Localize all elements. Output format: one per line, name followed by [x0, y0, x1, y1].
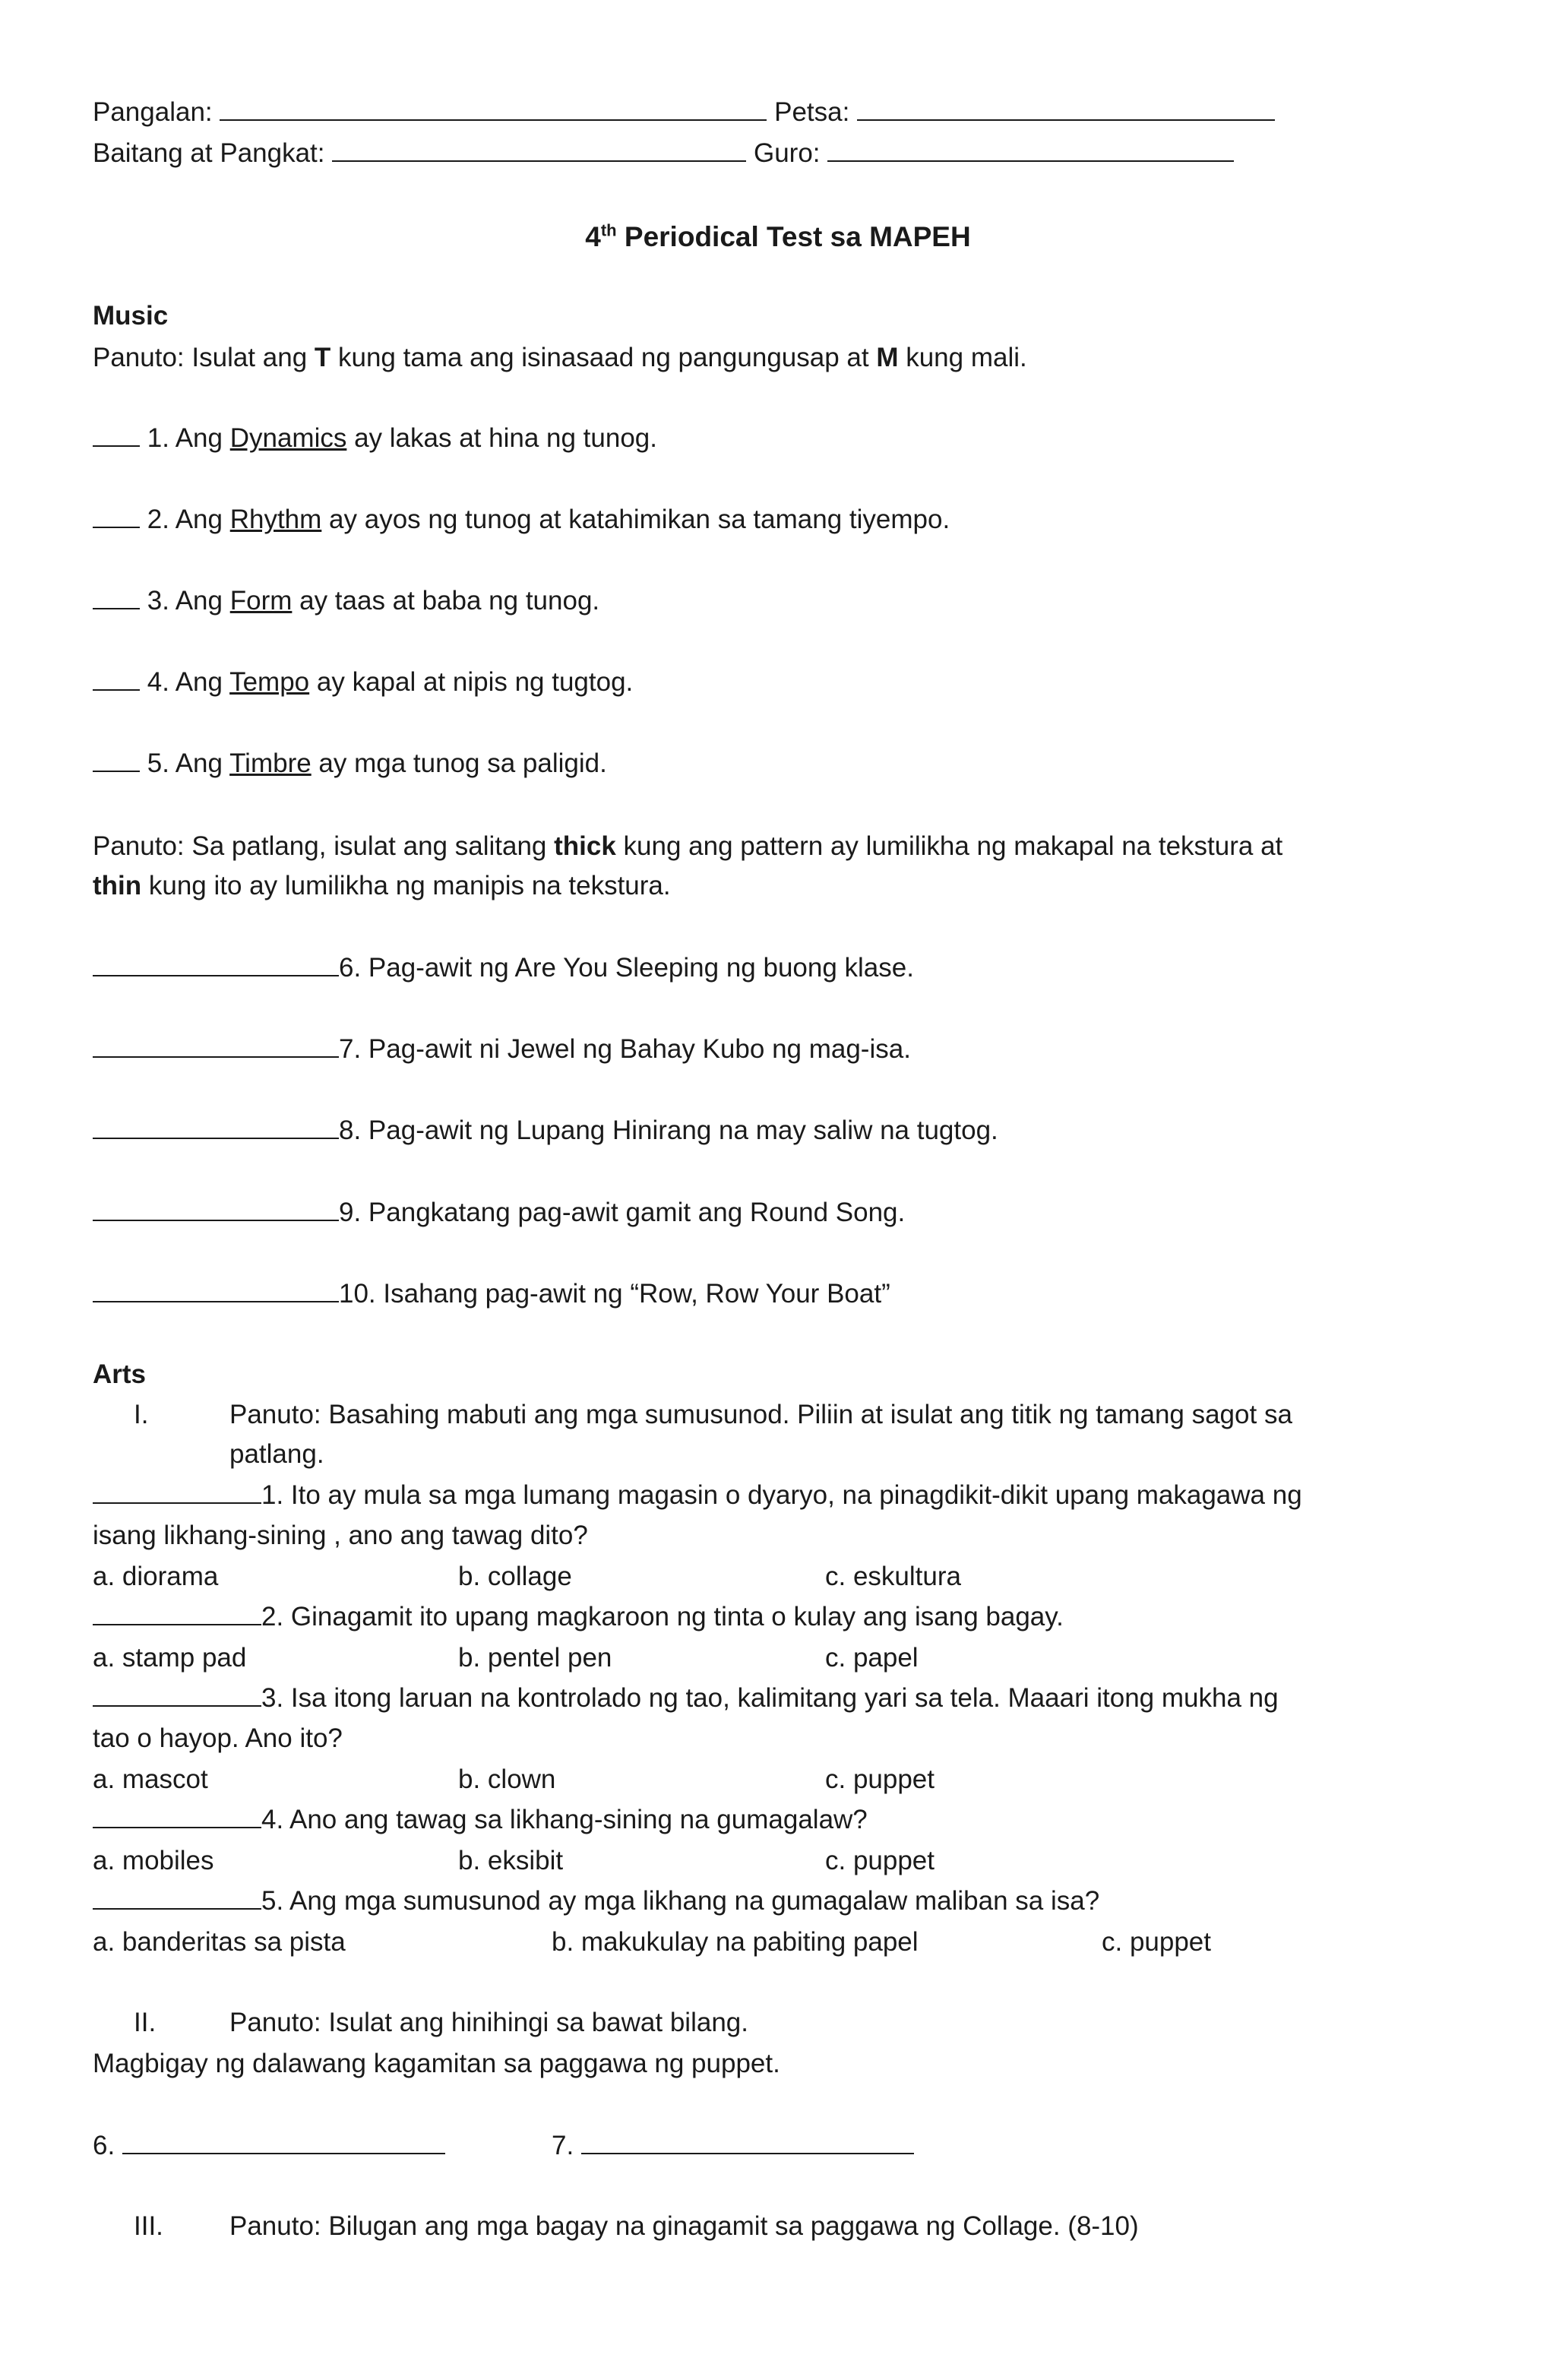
- page-title: 4th Periodical Test sa MAPEH: [585, 220, 971, 252]
- q4-option-b: b. eksibit: [458, 1846, 564, 1875]
- q5-option-b: b. makukulay na pabiting papel: [552, 1927, 919, 1957]
- date-blank[interactable]: [857, 97, 1275, 121]
- answer-blank[interactable]: [93, 1197, 339, 1221]
- texture-item-8: 8. Pag-awit ng Lupang Hinirang na may saliw na tugtog.: [93, 1112, 998, 1149]
- answer-blank[interactable]: [93, 423, 140, 447]
- arts-q1-cont: isang likhang-sining , ano ang tawag dito?: [93, 1521, 588, 1550]
- answer-blank[interactable]: [93, 952, 339, 976]
- arts-q5: 5. Ang mga sumusunod ay mga likhang na gumagalaw maliban sa isa?: [93, 1883, 1099, 1920]
- music-instruction-2: Panuto: Sa patlang, isulat ang salitang thick kung ang pattern ay lumilikha ng makapal na tekstura at: [93, 831, 1283, 861]
- answer-blank[interactable]: [93, 1115, 339, 1139]
- q5-option-a: a. banderitas sa pista: [93, 1927, 346, 1957]
- music-item-4: 4. Ang Tempo ay kapal at nipis ng tugtog.: [93, 664, 633, 701]
- arts-heading: Arts: [93, 1359, 147, 1389]
- music-item-2: 2. Ang Rhythm ay ayos ng tunog at katahimikan sa tamang tiyempo.: [93, 502, 950, 538]
- q3-option-b: b. clown: [458, 1764, 556, 1794]
- part-2-numeral: II.: [134, 2008, 157, 2037]
- music-heading: Music: [93, 301, 169, 331]
- q2-option-c: c. papel: [825, 1643, 919, 1673]
- name-blank[interactable]: [220, 97, 767, 121]
- part-1-instruction-cont: patlang.: [229, 1439, 324, 1469]
- q2-option-b: b. pentel pen: [458, 1643, 612, 1673]
- part-2-prompt: Magbigay ng dalawang kagamitan sa paggawa ng puppet.: [93, 2049, 780, 2078]
- teacher-label: Guro:: [753, 138, 821, 168]
- teacher-blank[interactable]: [827, 138, 1234, 162]
- part-2-instruction: Panuto: Isulat ang hinihingi sa bawat bilang.: [229, 2008, 748, 2037]
- arts-q2: 2. Ginagamit ito upang magkaroon ng tinta o kulay ang isang bagay.: [93, 1599, 1064, 1635]
- name-label: Pangalan:: [93, 97, 213, 127]
- grade-label: Baitang at Pangkat:: [93, 138, 325, 168]
- part-1-numeral: I.: [134, 1400, 149, 1429]
- arts-q1: 1. Ito ay mula sa mga lumang magasin o dyaryo, na pinagdikit-dikit upang makagawa ng: [93, 1477, 1302, 1514]
- texture-item-6: 6. Pag-awit ng Are You Sleeping ng buong klase.: [93, 950, 914, 986]
- answer-blank[interactable]: [122, 2130, 445, 2154]
- q3-option-a: a. mascot: [93, 1764, 208, 1794]
- part-3-numeral: III.: [134, 2211, 163, 2241]
- texture-item-10: 10. Isahang pag-awit ng “Row, Row Your Boat”: [93, 1276, 890, 1312]
- answer-blank[interactable]: [93, 1033, 339, 1058]
- q4-option-a: a. mobiles: [93, 1846, 214, 1875]
- q3-option-c: c. puppet: [825, 1764, 935, 1794]
- q2-option-a: a. stamp pad: [93, 1643, 247, 1673]
- answer-blank[interactable]: [93, 666, 140, 691]
- arts-q3: 3. Isa itong laruan na kontrolado ng tao, kalimitang yari sa tela. Maaari itong mukha ng: [93, 1680, 1279, 1717]
- music-item-3: 3. Ang Form ay taas at baba ng tunog.: [93, 583, 599, 619]
- arts-q3-cont: tao o hayop. Ano ito?: [93, 1723, 343, 1753]
- grade-row: [93, 135, 1234, 172]
- answer-blank[interactable]: [581, 2130, 914, 2154]
- q1-option-b: b. collage: [458, 1562, 572, 1591]
- texture-item-9: 9. Pangkatang pag-awit gamit ang Round Song.: [93, 1195, 905, 1231]
- name-row: [93, 94, 1275, 131]
- arts-q4: 4. Ano ang tawag sa likhang-sining na gumagalaw?: [93, 1802, 868, 1838]
- q1-option-c: c. eskultura: [825, 1562, 961, 1591]
- answer-blank[interactable]: [93, 1601, 261, 1625]
- answer-blank[interactable]: [93, 585, 140, 609]
- q1-option-a: a. diorama: [93, 1562, 219, 1591]
- texture-item-7: 7. Pag-awit ni Jewel ng Bahay Kubo ng mag-isa.: [93, 1031, 911, 1068]
- answer-blank[interactable]: [93, 1480, 261, 1504]
- q4-option-c: c. puppet: [825, 1846, 935, 1875]
- q5-option-c: c. puppet: [1102, 1927, 1211, 1957]
- part-3-instruction: Panuto: Bilugan ang mga bagay na ginagamit sa paggawa ng Collage. (8-10): [229, 2211, 1139, 2241]
- music-instruction-1: Panuto: Isulat ang T kung tama ang isinasaad ng pangungusap at M kung mali.: [93, 343, 1027, 372]
- music-instruction-2-cont: thin kung ito ay lumilikha ng manipis na tekstura.: [93, 871, 671, 900]
- music-item-1: 1. Ang Dynamics ay lakas at hina ng tunog.: [93, 420, 657, 457]
- answer-blank[interactable]: [93, 748, 140, 772]
- answer-blank[interactable]: [93, 504, 140, 528]
- answer-blank[interactable]: [93, 1682, 261, 1707]
- music-item-5: 5. Ang Timbre ay mga tunog sa paligid.: [93, 745, 607, 782]
- date-label: Petsa:: [774, 97, 850, 127]
- answer-blank[interactable]: [93, 1278, 339, 1302]
- answer-blank[interactable]: [93, 1804, 261, 1828]
- part-2-item-6: 6.: [93, 2128, 445, 2164]
- part-2-item-7: 7.: [552, 2128, 914, 2164]
- grade-blank[interactable]: [332, 138, 746, 162]
- answer-blank[interactable]: [93, 1885, 261, 1910]
- part-1-instruction: Panuto: Basahing mabuti ang mga sumusunod. Piliin at isulat ang titik ng tamang sagot sa: [229, 1400, 1292, 1429]
